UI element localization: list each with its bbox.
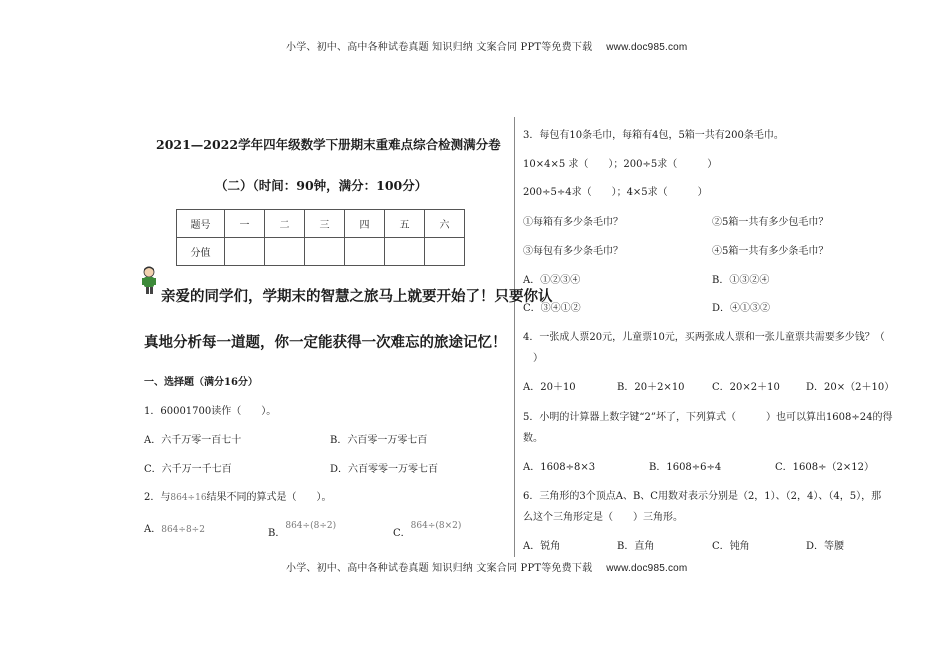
header-url[interactable]: www.doc985.com: [606, 42, 688, 53]
score-input-cell: [345, 238, 385, 266]
score-cell: 二: [265, 210, 305, 238]
q1-option-c: C．六千万一千七百: [144, 464, 232, 475]
column-divider: [514, 117, 515, 557]
score-input-cell: [225, 238, 265, 266]
q3-option-b: B．①③②④: [712, 275, 770, 286]
section-heading: 一、选择题（满分16分）: [144, 377, 258, 388]
score-cell: 四: [345, 210, 385, 238]
q3-item-3: ③每包有多少条毛巾？: [523, 246, 623, 257]
q6-option-a: A．锐角: [523, 541, 561, 552]
q2-suffix: 结果不同的算式是（ ）。: [206, 492, 332, 503]
footer-text: 小学、初中、高中各种试卷真题 知识归纳 文案合同 PPT等免费下载: [286, 563, 593, 574]
greeting-line-2: 真地分析每一道题，你一定能获得一次难忘的旅途记忆！: [144, 335, 507, 351]
q5-option-c: C．1608÷（2×12）: [775, 462, 874, 473]
q2-prefix: 2．与: [144, 492, 171, 503]
q3-line-1: 10×4×5 求（ ）；200÷5求（ ）: [523, 159, 718, 170]
student-mascot-icon: [139, 266, 159, 296]
score-cell: 六: [425, 210, 465, 238]
footer-url[interactable]: www.doc985.com: [606, 563, 688, 574]
q3-item-1: ①每箱有多少条毛巾？: [523, 217, 623, 228]
q3-option-c: C．③④①②: [523, 303, 581, 314]
q3-option-d: D．④①③②: [712, 303, 771, 314]
q2-option-c: [393, 516, 462, 539]
q2-option-b: [268, 516, 337, 539]
q3-option-a: A．①②③④: [523, 275, 581, 286]
question-6: 6．三角形的3个顶点A、B、C用数对表示分别是（2，1）、（2，4）、（4，5），那: [523, 491, 882, 502]
q6-option-b: B．直角: [617, 541, 655, 552]
score-table: [176, 209, 465, 266]
q4-option-a: A．20＋10: [523, 382, 576, 393]
score-input-cell: [305, 238, 345, 266]
q3-item-2: ②5箱一共有多少包毛巾？: [712, 217, 829, 228]
question-2: [144, 488, 332, 503]
q2-expression: 864÷16: [170, 493, 207, 503]
option-expression: 864÷(8÷2): [285, 521, 337, 531]
q6-option-c: C．钝角: [712, 541, 750, 552]
score-input-cell: [265, 238, 305, 266]
q6-option-d: D．等腰: [806, 541, 845, 552]
q5-option-a: A．1608÷8×3: [523, 462, 596, 473]
question-1: 1．60001700读作（ ）。: [144, 406, 277, 417]
page-header: [286, 38, 687, 53]
option-expression: 864÷8÷2: [161, 525, 205, 535]
score-input-cell: [425, 238, 465, 266]
question-4-cont: ）: [533, 353, 543, 364]
option-letter: A．: [144, 524, 162, 535]
option-letter: C．: [393, 528, 411, 539]
score-table-value-row: [177, 238, 465, 266]
q1-option-d: D．六百零零一万零七百: [330, 464, 439, 475]
option-letter: B．: [268, 528, 286, 539]
score-cell: 分值: [177, 238, 225, 266]
q4-option-c: C．20×2＋10: [712, 382, 780, 393]
q1-option-b: B．六百零一万零七百: [330, 435, 428, 446]
page-footer: [286, 559, 687, 574]
question-3: 3．每包有10条毛巾，每箱有4包，5箱一共有200条毛巾。: [523, 130, 784, 141]
question-4: 4．一张成人票20元，儿童票10元，买两张成人票和一张儿童票共需要多少钱？（: [523, 332, 885, 343]
header-text: 小学、初中、高中各种试卷真题 知识归纳 文案合同 PPT等免费下载: [286, 42, 593, 53]
score-cell: 五: [385, 210, 425, 238]
score-cell: 一: [225, 210, 265, 238]
q4-option-d: D．20×（2＋10）: [806, 382, 895, 393]
score-cell: 三: [305, 210, 345, 238]
question-6-cont: 么这个三角形定是（ ）三角形。: [523, 512, 683, 523]
score-input-cell: [385, 238, 425, 266]
q4-option-b: B．20＋2×10: [617, 382, 685, 393]
score-cell: 题号: [177, 210, 225, 238]
score-table-header-row: [177, 210, 465, 238]
q5-option-b: B．1608÷6÷4: [649, 462, 722, 473]
q2-option-a: [144, 520, 205, 535]
option-expression: 864÷(8×2): [410, 521, 462, 531]
question-5-cont: 数。: [523, 433, 543, 444]
q1-option-a: A．六千万零一百七十: [144, 435, 242, 446]
question-5: 5．小明的计算器上数字键“2”坏了，下列算式（ ）也可以算出1608÷24的得: [523, 412, 893, 423]
greeting-line-1: 亲爱的同学们，学期末的智慧之旅马上就要开始了！只要你认: [161, 289, 553, 305]
exam-title: 2021—2022学年四年级数学下册期末重难点综合检测满分卷: [156, 137, 501, 152]
q3-line-2: 200÷5÷4求（ ）；4×5求（ ）: [523, 187, 708, 198]
exam-subtitle: （二）（时间：90钟，满分：100分）: [215, 178, 428, 193]
q3-item-4: ④5箱一共有多少条毛巾？: [712, 246, 829, 257]
